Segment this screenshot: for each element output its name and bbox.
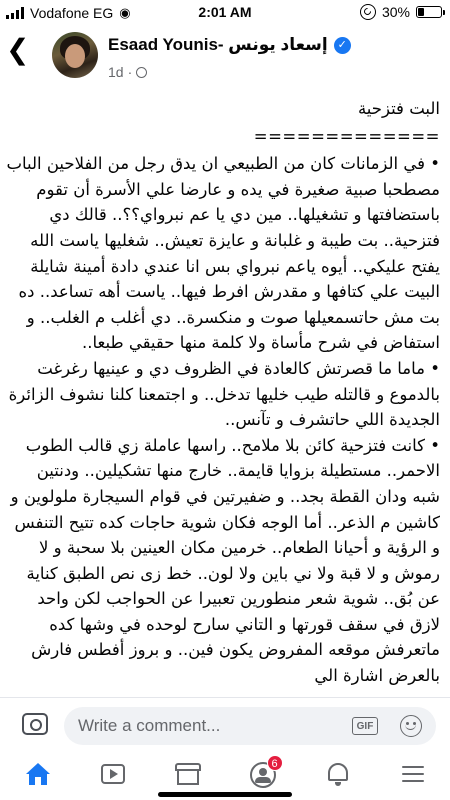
camera-icon[interactable] xyxy=(22,713,48,735)
author-name[interactable] xyxy=(108,35,351,55)
bell-icon xyxy=(328,763,348,781)
status-time: 2:01 AM xyxy=(198,4,252,20)
nav-home[interactable] xyxy=(0,753,75,800)
carrier-name: Vodafone EG xyxy=(30,5,114,21)
post-paragraph: • في الزمانات كان من الطبيعي ان يدق رجل من الفلاحين الباب مصطحبا صبية صغيرة في يده و عارضا علي الأسرة أن تقوم باستضافتها و تشغيلها.. مين دي يا عم نبرواي؟؟.. قالك دي فتزحية.. بت طيبة و غلبانة و عايزة تعيش.. شغليها ياست الله يفتح عليكي.. أيوه ياعم نبرواي بس انا عندي دادة أمينة شايلة البيت علي كتافها و مقدرش افرط فيها.. ياست أهه تساعد.. ده بت مش حاتسمعيلها صوت و منكسرة.. دي أغلب م الغلب.. و استفاض في شرح مأساة ولا كلمة منها حقيقي طبعا.. xyxy=(6,154,440,353)
avatar[interactable] xyxy=(52,32,98,78)
smiley-icon[interactable] xyxy=(400,715,422,737)
menu-icon xyxy=(402,766,424,782)
nav-watch[interactable] xyxy=(75,753,150,800)
post-title: البت فتزحية xyxy=(357,99,440,118)
notification-badge: 6 xyxy=(267,755,283,771)
post-paragraph: • كانت فتزحية كائن بلا ملامح.. راسها عاملة زي قالب الطوب الاحمر.. مستطيلة بزوايا قايمة.. خارج منها تشكيلين.. ودنتين شبه ودان القطة بجد.. و ضفيرتين في قوام السيجارة ملولوين و كاشين م الذعر.. أما الوجه فكان شوية حاجات كده تتيح التنفس و الرؤية و أحيانا الطعام.. خرمين مكان العينين بلا سحبة و لا رموش و لا قبة ولا ني باين ولا لون.. خط زى نص الطبق كناية عن بُق.. شوية شعر منطورين تعبيرا عن الحواجب لكن واحد لازق في سقف قورتها و التاني سارح لوحده في وشها كده ماتعرفش موقعه المفروض يكون فين.. و بروز أفطس فارش بالعرض اشارة الي xyxy=(10,435,440,686)
battery-percent: 30% xyxy=(381,4,410,20)
wifi-icon: ◉ xyxy=(119,5,131,20)
comment-placeholder: Write a comment... xyxy=(78,716,221,735)
video-icon xyxy=(101,764,125,784)
battery-icon xyxy=(416,6,442,18)
battery-fill xyxy=(418,8,424,16)
status-right xyxy=(360,4,442,20)
status-bar xyxy=(0,0,450,26)
orientation-lock-icon xyxy=(360,4,376,20)
post-header xyxy=(0,26,450,84)
globe-icon xyxy=(136,67,147,78)
home-indicator xyxy=(158,792,292,797)
comment-bar xyxy=(0,697,450,754)
nav-notifications[interactable] xyxy=(300,753,375,800)
author-name-text: Esaad Younis- إسعاد يونس xyxy=(108,35,328,54)
post-body xyxy=(6,96,440,689)
post-meta: 1d · xyxy=(108,64,147,80)
post-paragraph: • ماما ما قصرتش كالعادة في الظروف دي و عينيها رغرغت بالدموع و قالتله طيب خليها تدخل.. و اجتمعنا كلنا نشوف الزائرة الجديدة اللي حاتشرف و تآنس.. xyxy=(8,358,440,430)
nav-menu[interactable] xyxy=(375,753,450,800)
chevron-left-icon[interactable]: ❮ xyxy=(6,34,30,65)
verified-badge-icon: ✓ xyxy=(334,37,351,54)
shop-icon xyxy=(175,763,201,785)
comment-input[interactable] xyxy=(64,707,436,745)
post-timestamp[interactable]: 1d xyxy=(108,64,124,80)
gif-icon[interactable]: GIF xyxy=(352,717,378,735)
post-separator: ============= xyxy=(253,126,440,146)
home-icon xyxy=(26,763,50,785)
